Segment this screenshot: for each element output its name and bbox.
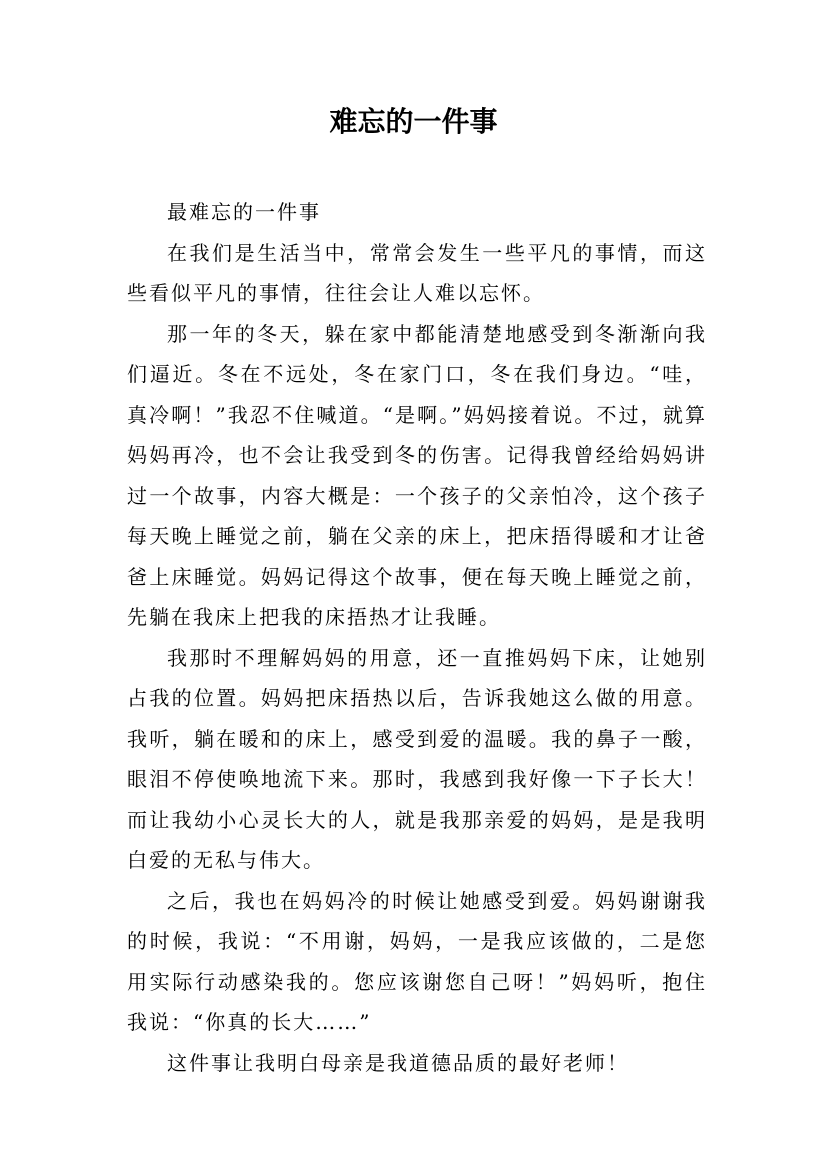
paragraph: 我那时不理解妈妈的用意，还一直推妈妈下床，让她别占我的位置。妈妈把床捂热以后，告诉我她这么做的用意。我听，躺在暖和的床上，感受到爱的温暖。我的鼻子一酸，眼泪不停使唤地流下来。那时，我感到我好像一下子长大！而让我幼小心灵长大的人，就是我那亲爱的妈妈，是是我明白爱的无私与伟大。	[127, 645, 707, 872]
paragraph: 之后，我也在妈妈冷的时候让她感受到爱。妈妈谢谢我的时候，我说：“不用谢，妈妈，一是我应该做的，二是您用实际行动感染我的。您应该谢您自己呀！”妈妈听，抱住我说：“你真的长大……”	[127, 888, 707, 1034]
document-title: 难忘的一件事	[329, 105, 498, 138]
paragraph: 这件事让我明白母亲是我道德品质的最好老师！	[167, 1050, 629, 1075]
paragraph: 那一年的冬天，躲在家中都能清楚地感受到冬渐渐向我们逼近。冬在不远处，冬在家门口，冬在我们身边。“哇，真冷啊！”我忍不住喊道。“是啊。”妈妈接着说。不过，就算妈妈再冷，也不会让我受到冬的伤害。记得我曾经给妈妈讲过一个故事，内容大概是：一个孩子的父亲怕冷，这个孩子每天晚上睡觉之前，躺在父亲的床上，把床捂得暖和才让爸爸上床睡觉。妈妈记得这个故事，便在每天晚上睡觉之前，先躺在我床上把我的床捂热才让我睡。	[127, 321, 707, 629]
paragraph: 在我们是生活当中，常常会发生一些平凡的事情，而这些看似平凡的事情，往往会让人难以忘怀。	[127, 240, 707, 305]
document-body	[127, 192, 707, 1083]
paragraph-subtitle: 最难忘的一件事	[167, 200, 321, 224]
